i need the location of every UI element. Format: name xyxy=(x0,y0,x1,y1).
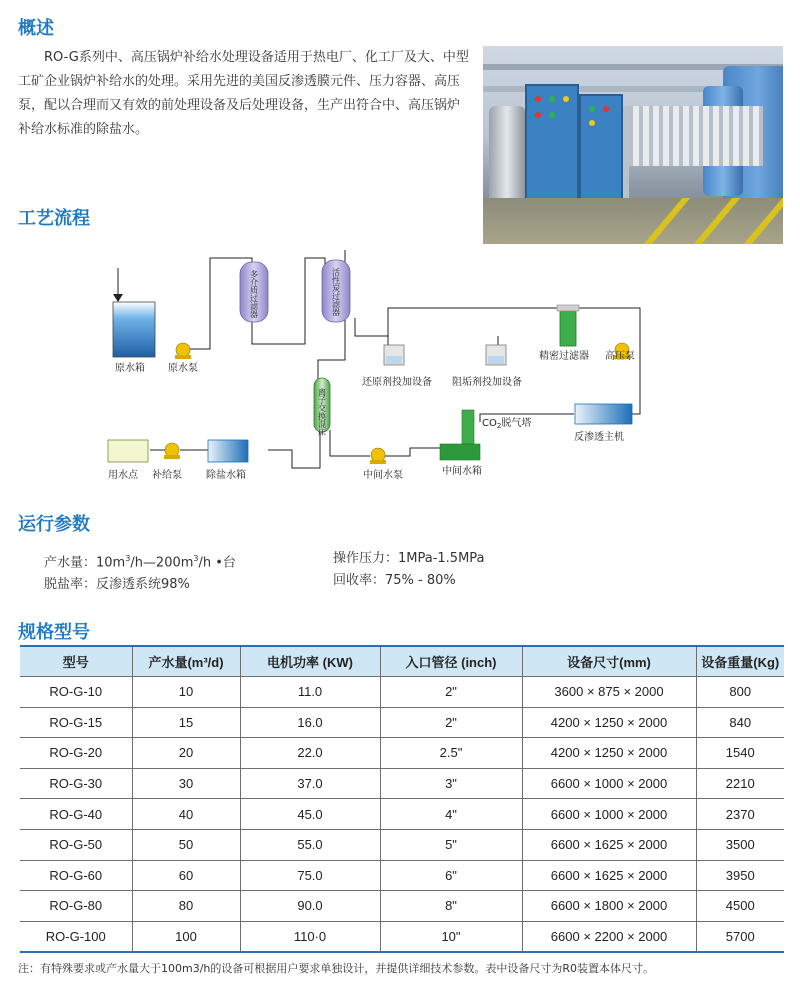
table-cell: 55.0 xyxy=(240,829,380,860)
table-cell: 8" xyxy=(380,891,522,922)
params-left xyxy=(44,548,236,596)
table-cell: RO-G-15 xyxy=(20,707,132,738)
label-ro-main: 反渗透主机 xyxy=(574,432,624,443)
equipment-photo xyxy=(483,46,783,244)
table-cell: 3500 xyxy=(696,829,784,860)
table-cell: RO-G-30 xyxy=(20,768,132,799)
co2-degasser xyxy=(462,410,474,444)
table-cell: 20 xyxy=(132,738,240,769)
table-cell: RO-G-10 xyxy=(20,677,132,708)
label-antiscalant: 阻垢剂投加设备 xyxy=(452,377,522,388)
table-cell: 1540 xyxy=(696,738,784,769)
ro-main-unit xyxy=(575,404,632,424)
column-header: 电机功率 (KW) xyxy=(240,646,380,677)
table-cell: 11.0 xyxy=(240,677,380,708)
table-cell: 37.0 xyxy=(240,768,380,799)
param-pressure: 操作压力：1MPa-1.5MPa xyxy=(333,551,485,566)
table-cell: 3600 × 875 × 2000 xyxy=(522,677,696,708)
spec-table xyxy=(20,645,784,953)
column-header: 产水量(m³/d) xyxy=(132,646,240,677)
table-cell: 10" xyxy=(380,921,522,952)
table-cell: 2" xyxy=(380,677,522,708)
table-cell: 30 xyxy=(132,768,240,799)
raw-water-tank xyxy=(113,302,155,357)
table-cell: 80 xyxy=(132,891,240,922)
column-header: 入口管径 (inch) xyxy=(380,646,522,677)
middle-pump-icon xyxy=(370,448,386,464)
label-co2-sub: 2 xyxy=(496,422,502,430)
column-header: 设备尺寸(mm) xyxy=(522,646,696,677)
table-header-row xyxy=(20,646,784,677)
label-reductant: 还原剂投加设备 xyxy=(362,377,432,388)
table-row xyxy=(20,829,784,860)
table-cell: 16.0 xyxy=(240,707,380,738)
raw-water-pump-icon xyxy=(175,343,191,359)
label-supply-pump: 补给泵 xyxy=(152,470,182,481)
params-right xyxy=(333,548,485,592)
supply-pump-icon xyxy=(164,443,180,459)
table-cell: 6600 × 1625 × 2000 xyxy=(522,829,696,860)
table-cell: 2210 xyxy=(696,768,784,799)
table-cell: 4" xyxy=(380,799,522,830)
table-cell: 6600 × 1000 × 2000 xyxy=(522,799,696,830)
table-cell: 4200 × 1250 × 2000 xyxy=(522,738,696,769)
table-row xyxy=(20,921,784,952)
table-cell: 75.0 xyxy=(240,860,380,891)
label-raw-tank: 原水箱 xyxy=(115,363,145,374)
inlet-arrow-icon xyxy=(113,294,123,302)
table-cell: 5" xyxy=(380,829,522,860)
table-row xyxy=(20,768,784,799)
table-cell: 10 xyxy=(132,677,240,708)
table-cell: 6600 × 1625 × 2000 xyxy=(522,860,696,891)
section-title-params: 运行参数 xyxy=(18,514,90,535)
table-cell: 100 xyxy=(132,921,240,952)
water-use-point xyxy=(108,440,148,462)
table-cell: 110·0 xyxy=(240,921,380,952)
label-mid-pump: 中间水泵 xyxy=(363,470,403,481)
label-use-point: 用水点 xyxy=(108,470,138,481)
label-raw-pump: 原水泵 xyxy=(168,363,198,374)
table-cell: 6600 × 2200 × 2000 xyxy=(522,921,696,952)
table-row xyxy=(20,799,784,830)
table-cell: 5700 xyxy=(696,921,784,952)
table-cell: RO-G-20 xyxy=(20,738,132,769)
table-cell: 2.5" xyxy=(380,738,522,769)
precision-filter xyxy=(560,308,576,346)
label-co2-prefix: CO xyxy=(482,418,497,429)
desalted-water-tank xyxy=(208,440,248,462)
table-cell: 6" xyxy=(380,860,522,891)
param-output: 产水量：$10m^3/h—200m^3/h$ •台 xyxy=(44,554,236,571)
table-cell: 800 xyxy=(696,677,784,708)
process-flow-diagram xyxy=(0,250,800,490)
table-cell: 4200 × 1250 × 2000 xyxy=(522,707,696,738)
table-row xyxy=(20,707,784,738)
table-row xyxy=(20,860,784,891)
footnote: 注：有特殊要求或产水量大于100m3/h的设备可根据用户要求单独设计，并提供详细技术参数。表中设备尺寸为R0装置本体尺寸。 xyxy=(18,962,655,975)
overview-paragraph: RO-G系列中、高压锅炉补给水处理设备适用于热电厂、化工厂及大、中型工矿企业锅炉补给水的处理。采用先进的美国反渗透膜元件、压力容器、高压泵，配以合理而又有效的前处理设备及后处理设备，生产出符合中、高压锅炉补给水标准的除盐水。 xyxy=(18,50,469,137)
param-desalt-rate: 脱盐率：反渗透系统98% xyxy=(44,577,190,593)
table-cell: RO-G-80 xyxy=(20,891,132,922)
table-cell: 2" xyxy=(380,707,522,738)
table-cell: 2370 xyxy=(696,799,784,830)
label-mixed-bed: 离子交换混床 xyxy=(317,388,327,436)
table-cell: 22.0 xyxy=(240,738,380,769)
table-cell: 40 xyxy=(132,799,240,830)
table-cell: RO-G-40 xyxy=(20,799,132,830)
table-cell: 3950 xyxy=(696,860,784,891)
table-cell: 60 xyxy=(132,860,240,891)
table-cell: 6600 × 1800 × 2000 xyxy=(522,891,696,922)
label-multi-filter: 多介质过滤器 xyxy=(249,270,259,318)
table-cell: RO-G-50 xyxy=(20,829,132,860)
table-cell: 90.0 xyxy=(240,891,380,922)
table-cell: 50 xyxy=(132,829,240,860)
label-hp-pump: 高压泵 xyxy=(605,351,635,362)
column-header: 设备重量(Kg) xyxy=(696,646,784,677)
table-cell: 15 xyxy=(132,707,240,738)
table-row xyxy=(20,891,784,922)
table-cell: 45.0 xyxy=(240,799,380,830)
label-co2-suffix: 脱气塔 xyxy=(501,418,532,429)
section-title-process: 工艺流程 xyxy=(18,208,90,229)
label-precision-filter: 精密过滤器 xyxy=(539,351,589,362)
table-row xyxy=(20,677,784,708)
table-cell: 6600 × 1000 × 2000 xyxy=(522,768,696,799)
table-cell: 4500 xyxy=(696,891,784,922)
table-cell: RO-G-100 xyxy=(20,921,132,952)
label-carbon-filter: 活性炭过滤器 xyxy=(331,268,341,316)
table-cell: RO-G-60 xyxy=(20,860,132,891)
middle-water-tank xyxy=(440,444,480,460)
table-cell: 3" xyxy=(380,768,522,799)
label-co2 xyxy=(482,416,531,430)
label-mid-tank: 中间水箱 xyxy=(442,466,482,477)
column-header: 型号 xyxy=(20,646,132,677)
section-title-spec: 规格型号 xyxy=(18,622,90,643)
section-title-overview: 概述 xyxy=(18,18,54,39)
label-desalt-tank: 除盐水箱 xyxy=(206,470,246,481)
table-cell: 840 xyxy=(696,707,784,738)
param-recovery: 回收率：75% - 80% xyxy=(333,573,456,588)
table-row xyxy=(20,738,784,769)
